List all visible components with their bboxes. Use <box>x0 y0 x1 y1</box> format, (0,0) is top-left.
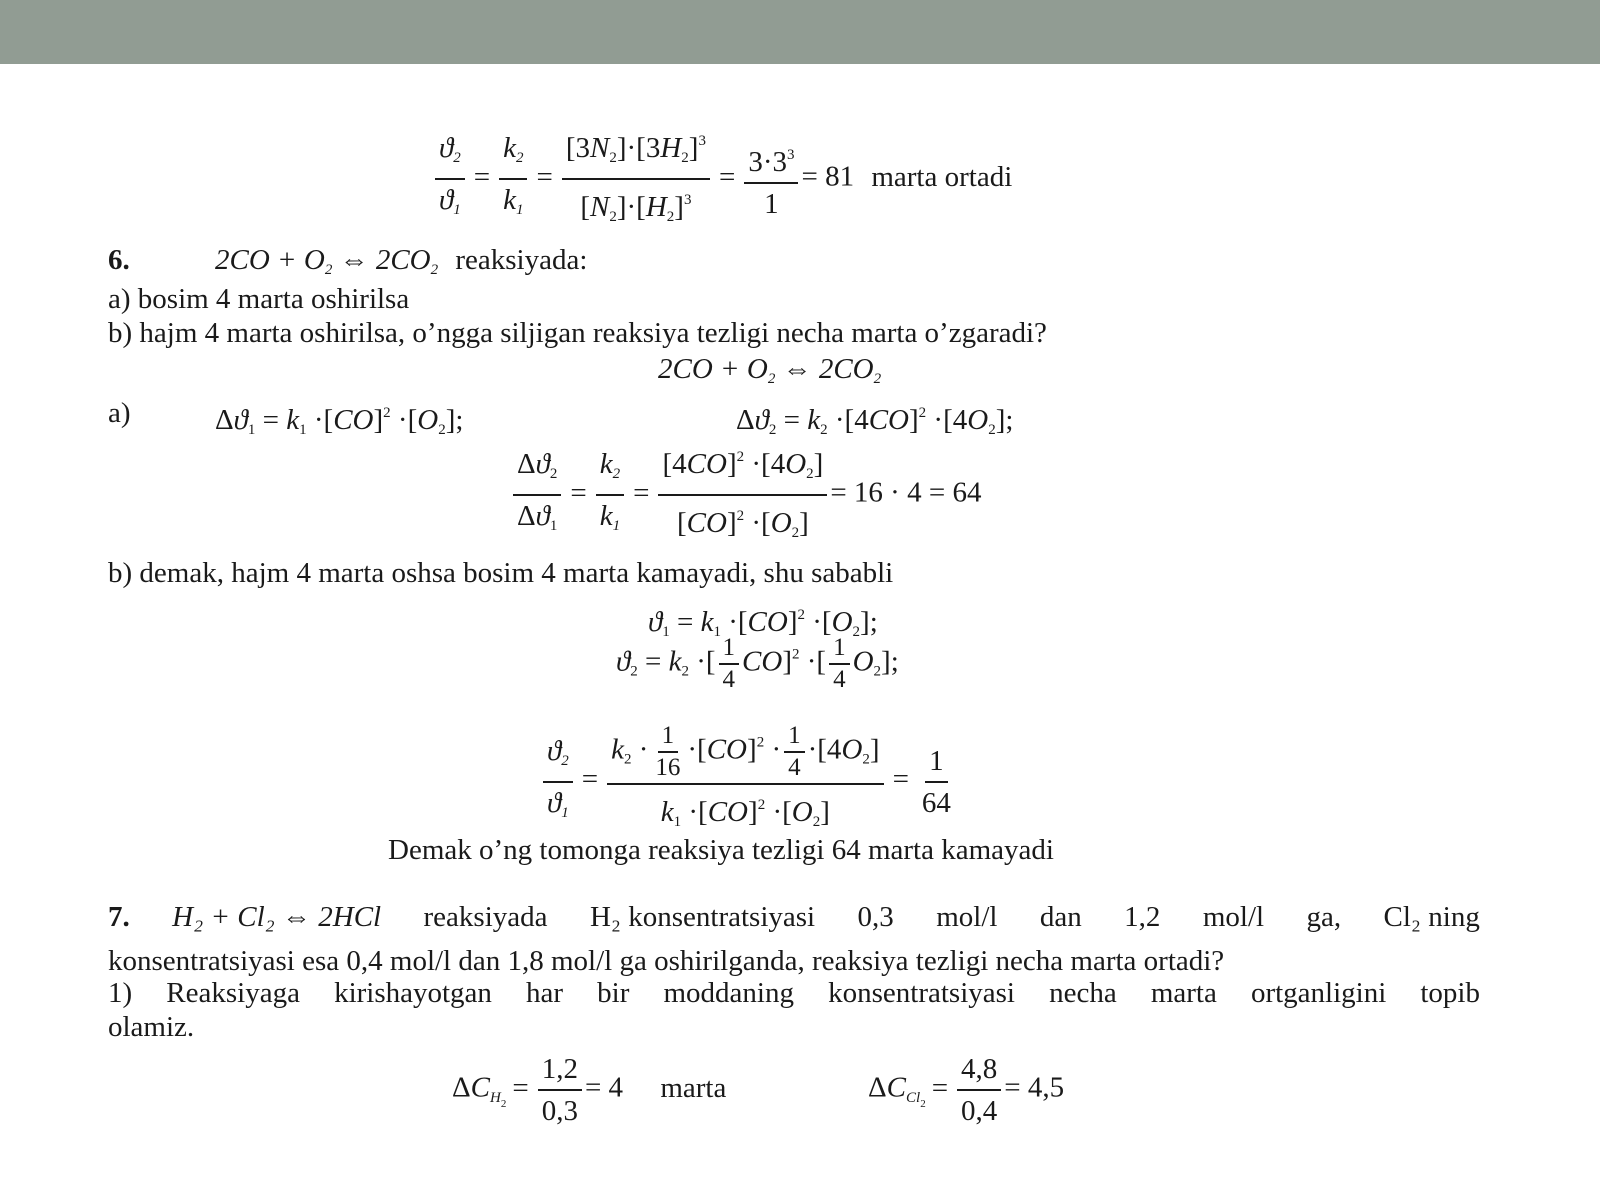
equation-rate-ratio-n2h2: $\frac{ϑ_2}{ϑ_1}$ = $\frac{k_2}{k_1}$ = $\frac{[3N_2]\cdot[3H_2]^3}{[N_2]\cdot[H_2]^3}$ = $\frac{3\cdot 3^3}{1}$ = 81 marta ortadi <box>432 124 1012 234</box>
part-a-label: a) <box>108 397 131 429</box>
slide-header-bar <box>0 0 1600 64</box>
problem-6-number: 6. <box>108 244 130 276</box>
part-b-text: b) demak, hajm 4 marta oshsa bosim 4 marta kamayadi, shu sababli <box>108 557 894 589</box>
unit-marta: marta <box>660 1071 727 1104</box>
problem-7-line-4: olamiz. <box>108 1011 195 1043</box>
rate-equation-b2: $ϑ_2 = k_2$ ·[ $\frac{1}{4}$ CO]$^2$ ·[ $\frac{1}{4}$ $O_2$]; <box>616 634 899 693</box>
equation-suffix: marta ortadi <box>871 160 1013 193</box>
problem-7-line-1: 7. H₂ + Cl₂ ⇔ 2HCl reaksiyada H₂ konsentratsiyasi 0,3 mol/l dan 1,2 mol/l ga, Cl₂ ning <box>108 901 1480 933</box>
equation-delta-c-cl2: $\Delta C_{Cl_2}$ = $\frac{4,8}{0,4}$ = 4,5 <box>868 1053 1065 1127</box>
rate-equation-1: $\Delta ϑ_1 = k_1 \cdot[CO]^2 \cdot[O_2]$; <box>215 404 464 438</box>
equation-pressure-ratio: $\frac{\Delta ϑ_2}{\Delta ϑ_1}$ = $\frac{k_2}{k_1}$ = $\frac{[4CO]^2 \cdot[4O_2]}{[CO]^2 \cdot[O_2]}$ = 16 · 4 = 64 <box>510 440 981 550</box>
problem-6-reaction: $2CO + O_2$ ⇔ $2CO_2$ reaksiyada: <box>215 244 588 278</box>
problem-7-line-3: 1) Reaksiyaga kirishayotgan har bir moddaning konsentratsiyasi necha marta ortganligini topib <box>108 977 1480 1009</box>
problem-6-line-a: a) bosim 4 marta oshirilsa <box>108 283 410 315</box>
equation-result: = 81 <box>801 160 855 193</box>
rate-equation-2: $\Delta ϑ_2 = k_2 \cdot[4CO]^2 \cdot[4O_2]$; <box>736 404 1014 438</box>
problem-7-number: 7. <box>108 901 130 933</box>
equation-volume-ratio: $\frac{ϑ_2}{ϑ_1}$ = $k_2$ · $\frac{1}{16}$ ·[CO]$^2$ · $\frac{1}{4}$ $\cdot[4O_2]$ $k_1 \cdot[CO]^2 \cdot[O_2]$ = $\frac{1}{64}$ <box>540 724 958 839</box>
problem-6-line-b: b) hajm 4 marta oshirilsa, o’ngga siljigan reaksiya tezligi necha marta o’zgaradi? <box>108 317 1047 349</box>
ratio-result: = 16 · 4 = 64 <box>830 476 982 509</box>
reaction-suffix: reaksiyada: <box>455 244 588 276</box>
problem-6-conclusion: Demak o’ng tomonga reaksiya tezligi 64 marta kamayadi <box>388 834 1054 866</box>
rate-equation-b1: $ϑ_1 = k_1 \cdot[CO]^2 \cdot[O_2]$; <box>648 606 878 640</box>
equation-delta-c-h2: $\Delta C_{H_2}$ = $\frac{1,2}{0,3}$ = 4 marta <box>452 1053 727 1127</box>
reaction-equation-centered: $2CO + O_2$ ⇔ $2CO_2$ <box>658 353 882 387</box>
problem-7-line-2: konsentratsiyasi esa 0,4 mol/l dan 1,8 mol/l ga oshirilganda, reaksiya tezligi necha marta ortadi? <box>108 945 1225 977</box>
